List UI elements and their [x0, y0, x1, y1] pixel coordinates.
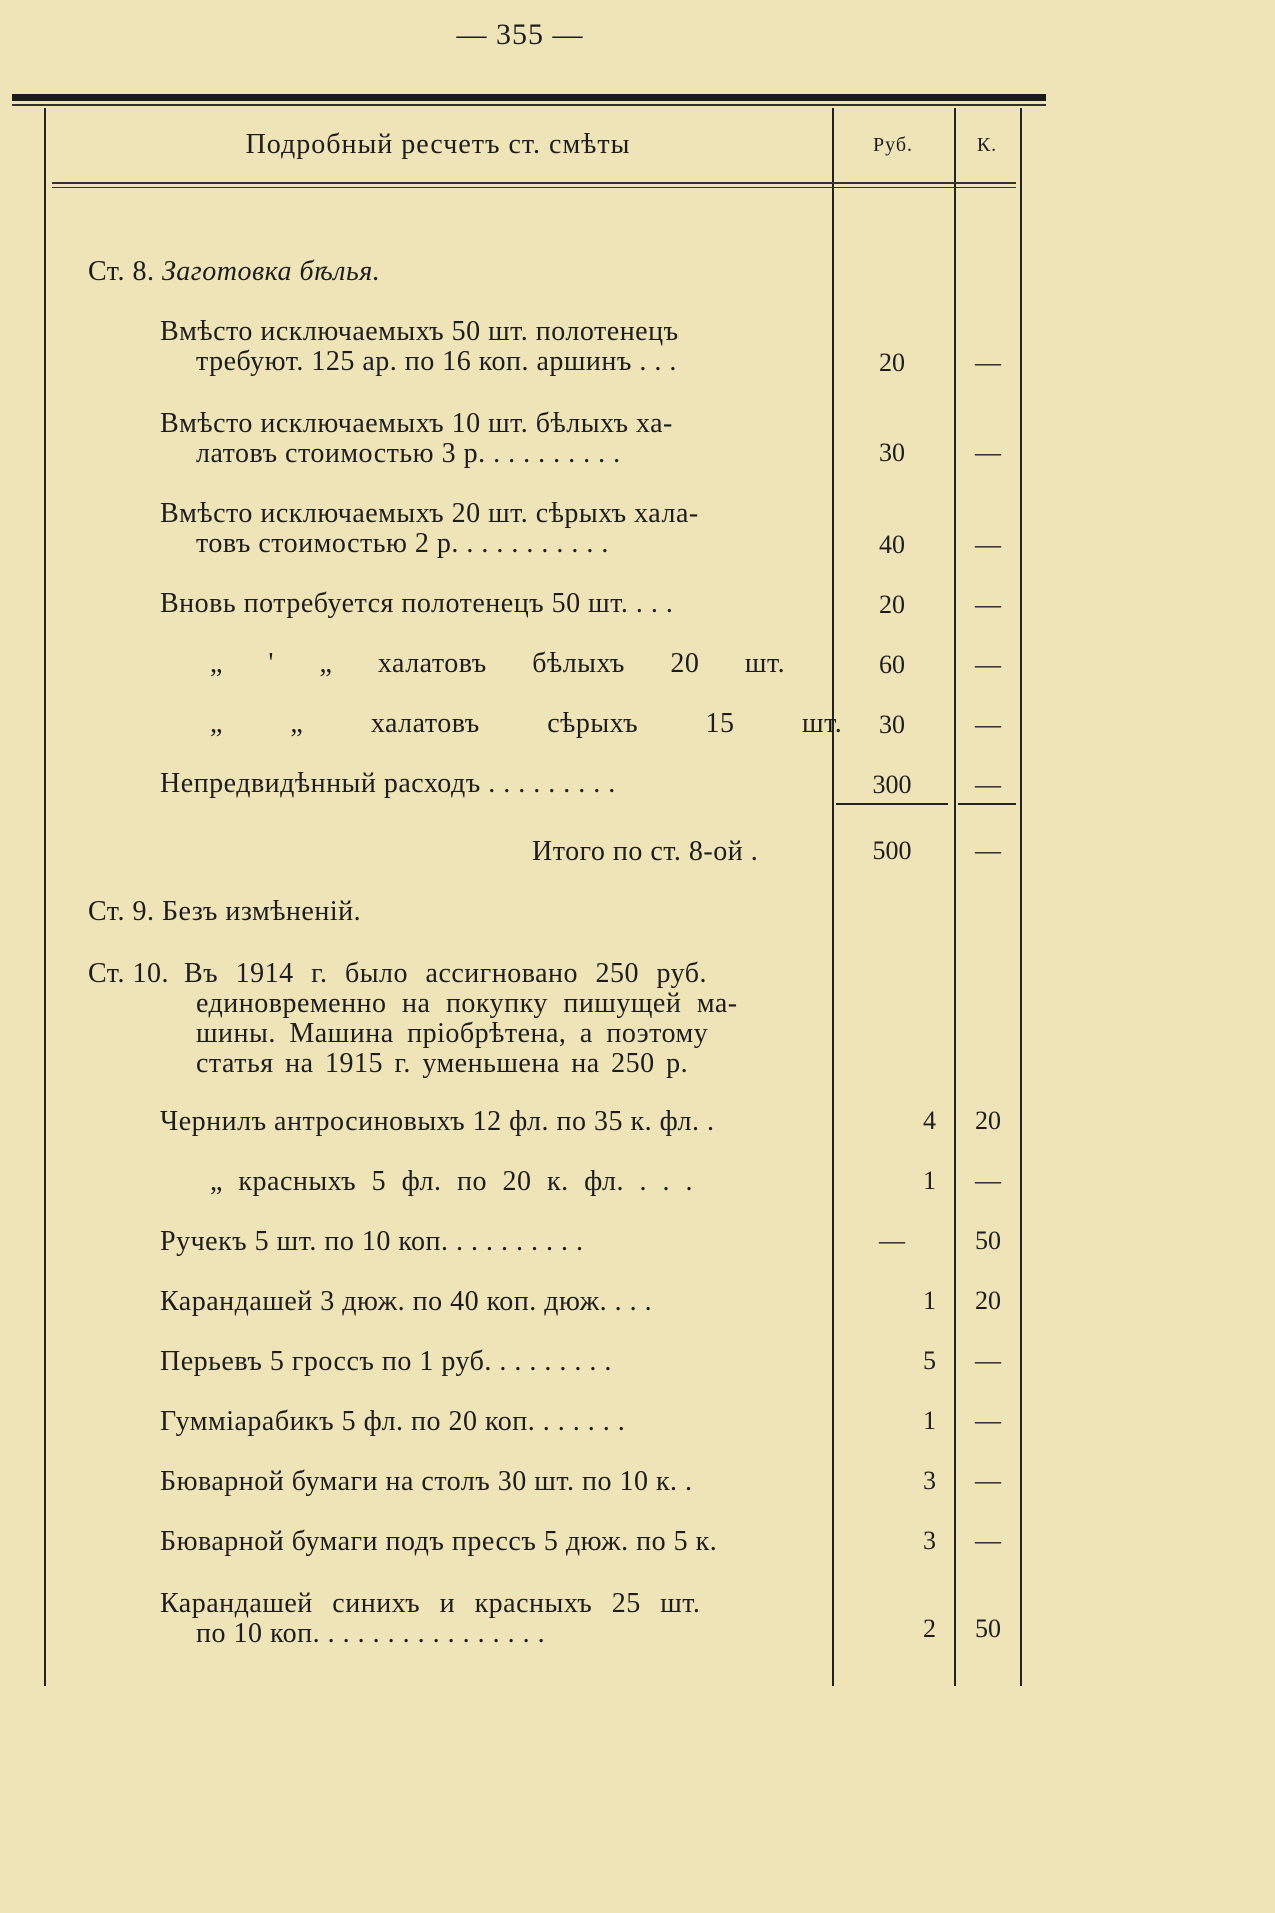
section10-para-line: шины. Машина пріобрѣтена, а поэтому [196, 1018, 709, 1049]
item-line: „ „ халатовъ сѣрыхъ 15 шт. [210, 708, 843, 739]
item-kop: — [975, 590, 1001, 619]
item-line: Карандашей 3 дюж. по 40 коп. дюж. . . . [160, 1286, 653, 1317]
item-kop: 20 [975, 1106, 1001, 1135]
item-rub: 3 [923, 1526, 936, 1555]
top-rule [12, 94, 1046, 101]
item-kop: — [975, 650, 1001, 679]
item-kop: — [975, 1346, 1001, 1375]
item-kop: — [975, 1166, 1001, 1195]
item-line: латовъ стоимостью 3 р. . . . . . . . . . [196, 438, 621, 469]
item-kop: 50 [975, 1614, 1001, 1643]
header-separator-2 [52, 187, 1016, 188]
item-kop: — [975, 438, 1001, 467]
item-line: требуют. 125 ар. по 16 коп. аршинъ . . . [196, 346, 677, 377]
item-rub: 1 [923, 1166, 936, 1195]
section8-title: Заготовка бѣлья. [161, 256, 381, 287]
item-line: Бюварной бумаги подъ прессъ 5 дюж. по 5 к. [160, 1526, 718, 1557]
item-line: товъ стоимостью 2 р. . . . . . . . . . . [196, 528, 609, 559]
item-line: Чернилъ антросиновыхъ 12 фл. по 35 к. фл. . [160, 1106, 715, 1137]
item-kop: — [975, 348, 1001, 377]
section10-para-line: статья на 1915 г. уменьшена на 250 р. [196, 1048, 689, 1079]
item-kop: — [975, 530, 1001, 559]
item-kop: — [975, 1526, 1001, 1555]
item-rub: 30 [879, 710, 905, 739]
section8-label: Ст. 8. [88, 256, 155, 287]
table-right-border [1020, 108, 1022, 1686]
rub-kop-divider [954, 108, 956, 1686]
item-line: Вмѣсто исключаемыхъ 20 шт. сѣрыхъ хала- [160, 498, 699, 529]
section10-para-line: единовременно на покупку пишущей ма- [196, 988, 738, 1019]
subtotal-rule-rub [836, 803, 948, 805]
item-line: по 10 коп. . . . . . . . . . . . . . . . [196, 1618, 546, 1649]
item-line: Вновь потребуется полотенецъ 50 шт. . . . [160, 588, 674, 619]
total-kop: — [975, 836, 1001, 865]
item-kop: — [975, 770, 1001, 799]
item-rub: — [879, 1226, 905, 1255]
section10-para-line: Въ 1914 г. было ассигновано 250 руб. [184, 958, 708, 989]
item-line: „ красныхъ 5 фл. по 20 к. фл. . . . [210, 1166, 694, 1197]
item-rub: 60 [879, 650, 905, 679]
desc-rub-divider [832, 108, 834, 1686]
subtotal-rule-kop [958, 803, 1016, 805]
item-rub: 300 [872, 770, 912, 799]
item-rub: 30 [879, 438, 905, 467]
item-line: Вмѣсто исключаемыхъ 10 шт. бѣлыхъ ха- [160, 408, 673, 439]
header-separator [52, 182, 1016, 184]
item-rub: 4 [923, 1106, 936, 1135]
item-kop: 50 [975, 1226, 1001, 1255]
item-kop: — [975, 1406, 1001, 1435]
total-rub: 500 [872, 836, 912, 865]
item-line: Перьевъ 5 гроссъ по 1 руб. . . . . . . . . [160, 1346, 612, 1377]
item-line: Бюварной бумаги на столъ 30 шт. по 10 к. . [160, 1466, 693, 1497]
header-kop: К. [976, 133, 998, 156]
page-number: — 355 — [456, 18, 584, 51]
item-line: Непредвидѣнный расходъ . . . . . . . . . [160, 768, 616, 799]
item-kop: 20 [975, 1286, 1001, 1315]
item-rub: 20 [879, 590, 905, 619]
header-description: Подробный ресчетъ ст. смѣты [245, 129, 631, 160]
item-rub: 2 [923, 1614, 936, 1643]
table-left-border [44, 108, 46, 1686]
item-rub: 5 [923, 1346, 936, 1375]
item-rub: 1 [923, 1286, 936, 1315]
item-line: Гумміарабикъ 5 фл. по 20 коп. . . . . . . [160, 1406, 626, 1437]
section10-label: Ст. 10. [88, 958, 169, 989]
item-kop: — [975, 1466, 1001, 1495]
top-rule-thin [12, 104, 1046, 106]
item-rub: 20 [879, 348, 905, 377]
item-line: Ручекъ 5 шт. по 10 коп. . . . . . . . . . [160, 1226, 584, 1257]
item-line: Вмѣсто исключаемыхъ 50 шт. полотенецъ [160, 316, 679, 347]
item-line: Карандашей синихъ и красныхъ 25 шт. [160, 1588, 701, 1619]
header-rub: Руб. [872, 133, 914, 156]
item-kop: — [975, 710, 1001, 739]
item-rub: 3 [923, 1466, 936, 1495]
item-line: „ ' „ халатовъ бѣлыхъ 20 шт. [210, 648, 786, 679]
item-rub: 40 [879, 530, 905, 559]
total-label: Итого по ст. 8-ой . [532, 836, 759, 867]
item-rub: 1 [923, 1406, 936, 1435]
section9-heading: Ст. 9. Безъ измѣненій. [88, 896, 362, 927]
section8-heading [88, 256, 380, 288]
